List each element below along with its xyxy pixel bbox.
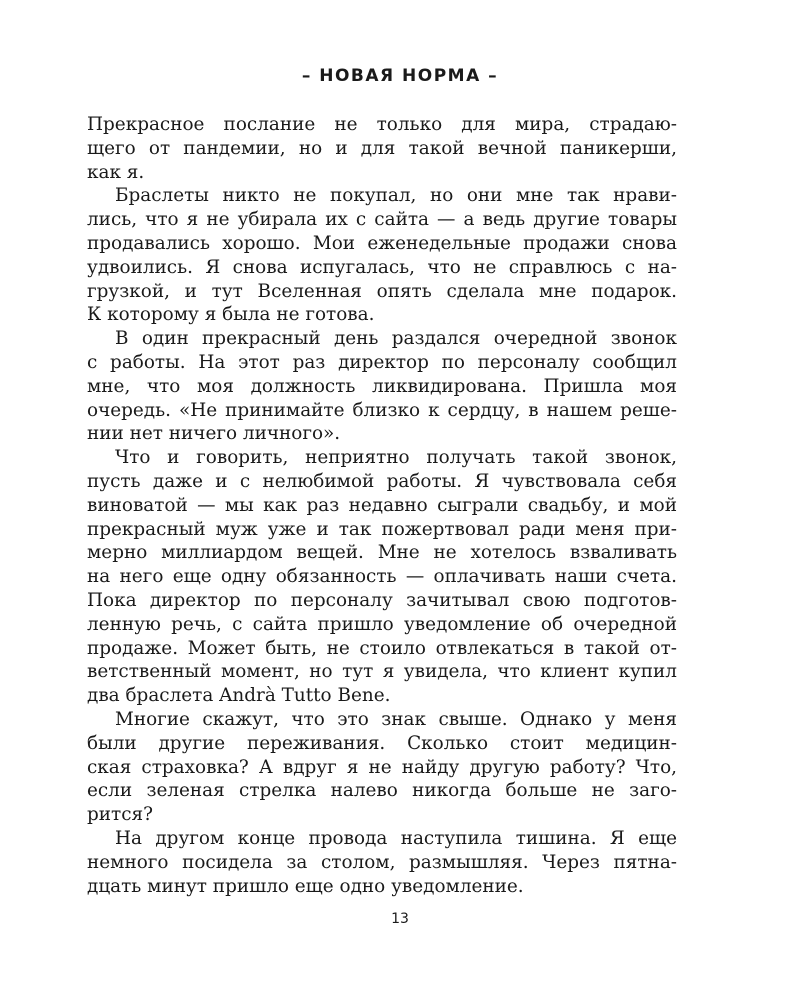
text-line: Что и говорить, неприятно получать такой звонок, bbox=[115, 447, 677, 469]
text-line: Браслеты никто не покупал, но они мне так нрави- bbox=[115, 185, 677, 207]
text-line: Пока директор по персоналу зачитывал свою подготов- bbox=[87, 589, 677, 611]
text-line: дцать минут пришло еще одно уведомление. bbox=[87, 875, 524, 897]
text-line: К которому я была не готова. bbox=[87, 304, 375, 326]
text-line: если зеленая стрелка налево никогда больше не заго- bbox=[87, 780, 677, 802]
text-line: удвоились. Я снова испугалась, что не справлюсь с на- bbox=[87, 256, 677, 278]
page-number: 13 bbox=[391, 911, 409, 927]
text-line: пусть даже и с нелюбимой работы. Я чувствовала себя bbox=[87, 470, 677, 492]
text-line: прекрасный муж уже и так пожертвовал ради меня при- bbox=[87, 518, 677, 540]
text-line: мерно миллиардом вещей. Мне не хотелось взваливать bbox=[87, 542, 677, 564]
text-line: В один прекрасный день раздался очередной звонок bbox=[115, 328, 677, 350]
text-line: виноватой — мы как раз недавно сыграли свадьбу, и мой bbox=[87, 494, 677, 516]
text-line: немного посидела за столом, размышляя. Через пятна- bbox=[87, 851, 677, 873]
text-line: Прекрасное послание не только для мира, страдаю- bbox=[87, 114, 677, 135]
text-line: рится? bbox=[87, 804, 153, 826]
text-line: ветственный момент, но тут я увидела, что клиент купил bbox=[87, 661, 677, 683]
text-line: на него еще одну обязанность — оплачивать наши счета. bbox=[87, 566, 677, 588]
text-line: На другом конце провода наступила тишина. Я еще bbox=[115, 827, 677, 849]
text-line: ленную речь, с сайта пришло уведомление об очередной bbox=[87, 613, 677, 635]
text-line: продаже. Может быть, не стоило отвлекаться в такой от- bbox=[87, 637, 677, 659]
text-line: два браслета Andrà Tutto Bene. bbox=[87, 685, 391, 707]
text-line: очередь. «Не принимайте близко к сердцу, в нашем реше- bbox=[87, 399, 677, 421]
text-line: продавались хорошо. Мои еженедельные продажи снова bbox=[87, 232, 677, 254]
running-header: – НОВАЯ НОРМА – bbox=[301, 66, 499, 86]
text-line: с работы. На этот раз директор по персоналу сообщил bbox=[87, 351, 677, 373]
text-line: как я. bbox=[87, 161, 145, 183]
text-line: ская страховка? А вдруг я не найду другую работу? Что, bbox=[87, 756, 677, 778]
body-text bbox=[87, 113, 677, 898]
text-line: лись, что я не убирала их с сайта — а ведь другие товары bbox=[87, 209, 677, 231]
text-line: грузкой, и тут Вселенная опять сделала мне подарок. bbox=[87, 280, 677, 302]
text-line: мне, что моя должность ликвидирована. Пришла моя bbox=[87, 375, 677, 397]
text-line: были другие переживания. Сколько стоит медицин- bbox=[87, 732, 677, 754]
text-line: нии нет ничего личного». bbox=[87, 423, 341, 445]
text-line: щего от пандемии, но и для такой вечной паникерши, bbox=[87, 137, 677, 159]
text-line: Многие скажут, что это знак свыше. Однако у меня bbox=[115, 708, 677, 730]
